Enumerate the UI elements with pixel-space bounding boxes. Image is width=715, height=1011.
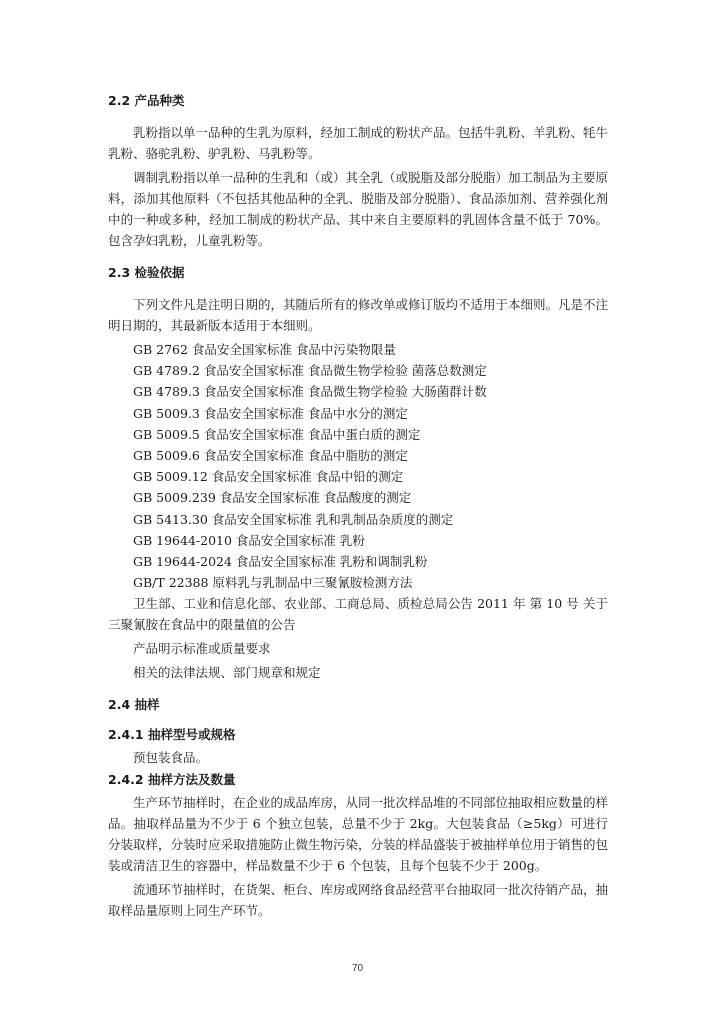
reference-item: GB 19644-2010 食品安全国家标准 乳粉 bbox=[133, 532, 365, 548]
paragraph-announcement: 卫生部、工业和信息化部、农业部、工商总局、质检总局公告 2011 年 第 10 号 关于三聚氰胺在食品中的限量值的公告 bbox=[108, 596, 608, 633]
reference-item: GB 5413.30 食品安全国家标准 乳和乳制品杂质度的测定 bbox=[133, 511, 454, 527]
reference-item: GB/T 22388 原料乳与乳制品中三聚氰胺检测方法 bbox=[133, 575, 413, 591]
paragraph-sample-type: 预包装食品。 bbox=[133, 750, 209, 766]
reference-item: GB 5009.239 食品安全国家标准 食品酸度的测定 bbox=[133, 490, 412, 506]
heading-2-4-2: 2.4.2 抽样方法及数量 bbox=[108, 772, 236, 788]
page-content bbox=[108, 92, 608, 924]
paragraph-milk-powder-definition: 乳粉指以单一品种的生乳为原料，经加工制成的粉状产品。包括牛乳粉、羊乳粉、牦牛乳粉、骆驼乳粉、驴乳粉、马乳粉等。 bbox=[108, 125, 609, 161]
heading-2-4-1: 2.4.1 抽样型号或规格 bbox=[108, 727, 236, 743]
paragraph-references-intro: 下列文件凡是注明日期的，其随后所有的修改单或修订版均不适用于本细则。凡是不注明日期的，其最新版本适用于本细则。 bbox=[108, 297, 609, 333]
reference-list bbox=[108, 339, 608, 593]
heading-2-3: 2.3 检验依据 bbox=[108, 265, 185, 280]
heading-2-4: 2.4 抽样 bbox=[108, 697, 160, 713]
reference-item: GB 5009.3 食品安全国家标准 食品中水分的测定 bbox=[133, 405, 408, 421]
reference-item: GB 2762 食品安全国家标准 食品中污染物限量 bbox=[133, 342, 396, 357]
reference-item: GB 5009.5 食品安全国家标准 食品中蛋白质的测定 bbox=[133, 426, 421, 442]
reference-item: GB 19644-2024 食品安全国家标准 乳粉和调制乳粉 bbox=[133, 554, 428, 570]
reference-item: GB 4789.3 食品安全国家标准 食品微生物学检验 大肠菌群计数 bbox=[133, 384, 487, 400]
paragraph-formulated-milk-powder-definition: 调制乳粉指以单一品种的生乳和（或）其全乳（或脱脂及部分脱脂）加工制品为主要原料，添加其他原料（不包括其他品种的全乳、脱脂及部分脱脂）、食品添加剂、营养强化剂中的一种或多种，经加工制成的粉状产品、其中来自主要原料的乳固体含量不低于 70%。包含孕妇乳粉，儿童乳粉等。 bbox=[108, 170, 609, 248]
page-number: 70 bbox=[351, 963, 364, 974]
reference-item: GB 5009.12 食品安全国家标准 食品中铅的测定 bbox=[133, 469, 404, 485]
paragraph-production-sampling: 生产环节抽样时，在企业的成品库房，从同一批次样品堆的不同部位抽取相应数量的样品。抽取样品量为不少于 6 个独立包装，总量不少于 2kg。大包装食品（≥5kg）可进行分装取样，分装时应采取措施防止微生物污染，分装的样品盛装于被抽样单位用于销售的包装或清洁卫生的容器中，样品数量不少于 6 个包装，且每个包装不少于 200g。 bbox=[108, 795, 609, 874]
paragraph-product-standard: 产品明示标准或质量要求 bbox=[133, 641, 271, 657]
reference-item: GB 4789.2 食品安全国家标准 食品微生物学检验 菌落总数测定 bbox=[133, 363, 487, 379]
paragraph-distribution-sampling: 流通环节抽样时，在货架、柜台、库房或网络食品经营平台抽取同一批次待销产品，抽取样品量原则上同生产环节。 bbox=[108, 882, 609, 919]
reference-item: GB 5009.6 食品安全国家标准 食品中脂肪的测定 bbox=[133, 448, 408, 464]
paragraph-laws-regulations: 相关的法律法规、部门规章和规定 bbox=[133, 665, 321, 681]
heading-2-2: 2.2 产品种类 bbox=[108, 93, 185, 108]
